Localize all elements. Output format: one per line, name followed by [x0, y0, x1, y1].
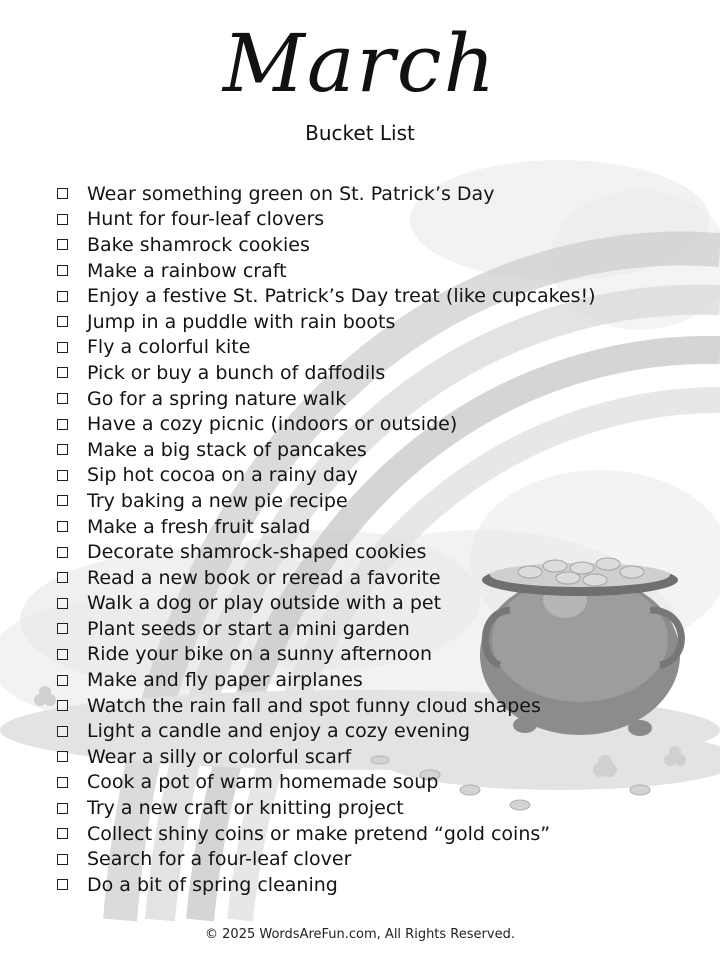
list-item-text: Make and fly paper airplanes [87, 669, 363, 692]
list-item [57, 232, 596, 258]
checkbox[interactable] [57, 700, 68, 711]
list-item [57, 616, 596, 642]
list-item [57, 744, 596, 770]
checkbox[interactable] [57, 777, 68, 788]
list-item [57, 207, 596, 233]
list-item-text: Try a new craft or knitting project [87, 797, 404, 820]
checkbox[interactable] [57, 879, 68, 890]
list-item-text: Light a candle and enjoy a cozy evening [87, 720, 471, 743]
checkbox[interactable] [57, 316, 68, 327]
list-item [57, 309, 596, 335]
list-item-text: Cook a pot of warm homemade soup [87, 771, 439, 794]
checkbox[interactable] [57, 470, 68, 481]
checkbox[interactable] [57, 239, 68, 250]
list-item [57, 539, 596, 565]
list-item [57, 181, 596, 207]
list-item [57, 718, 596, 744]
checkbox[interactable] [57, 598, 68, 609]
checkbox[interactable] [57, 675, 68, 686]
list-item-text: Collect shiny coins or make pretend “gold coins” [87, 822, 551, 845]
list-item-text: Make a rainbow craft [87, 259, 287, 282]
list-item-text: Make a fresh fruit salad [87, 515, 311, 538]
list-item-text: Watch the rain fall and spot funny cloud shapes [87, 694, 541, 717]
list-item-text: Walk a dog or play outside with a pet [87, 592, 442, 615]
list-item-text: Fly a colorful kite [87, 336, 251, 359]
list-item [57, 565, 596, 591]
list-item-text: Decorate shamrock-shaped cookies [87, 541, 427, 564]
list-item [57, 463, 596, 489]
list-item [57, 642, 596, 668]
list-item-text: Wear a silly or colorful scarf [87, 745, 352, 768]
list-item [57, 437, 596, 463]
list-item [57, 360, 596, 386]
list-item [57, 258, 596, 284]
list-item [57, 770, 596, 796]
checkbox[interactable] [57, 854, 68, 865]
checkbox[interactable] [57, 342, 68, 353]
checkbox[interactable] [57, 547, 68, 558]
list-item-text: Go for a spring nature walk [87, 387, 347, 410]
list-item-text: Hunt for four-leaf clovers [87, 208, 325, 231]
list-item-text: Wear something green on St. Patrick’s Day [87, 182, 495, 205]
page-subtitle: Bucket List [305, 121, 415, 145]
list-item-text: Sip hot cocoa on a rainy day [87, 464, 358, 487]
list-item [57, 795, 596, 821]
list-item-text: Ride your bike on a sunny afternoon [87, 643, 433, 666]
checkbox[interactable] [57, 572, 68, 583]
checkbox[interactable] [57, 726, 68, 737]
list-item [57, 514, 596, 540]
list-item [57, 386, 596, 412]
list-item [57, 411, 596, 437]
checkbox[interactable] [57, 265, 68, 276]
checkbox[interactable] [57, 521, 68, 532]
list-item-text: Have a cozy picnic (indoors or outside) [87, 413, 458, 436]
checkbox[interactable] [57, 649, 68, 660]
checkbox[interactable] [57, 495, 68, 506]
list-item [57, 693, 596, 719]
list-item-text: Read a new book or reread a favorite [87, 566, 441, 589]
list-item-text: Bake shamrock cookies [87, 233, 310, 256]
checkbox[interactable] [57, 828, 68, 839]
list-item [57, 846, 596, 872]
list-item [57, 667, 596, 693]
list-item-text: Try baking a new pie recipe [87, 489, 348, 512]
list-item [57, 872, 596, 898]
checkbox[interactable] [57, 291, 68, 302]
bucket-list [57, 181, 596, 898]
checkbox[interactable] [57, 214, 68, 225]
checkbox[interactable] [57, 444, 68, 455]
list-item [57, 821, 596, 847]
copyright-footer: © 2025 WordsAreFun.com, All Rights Reserved. [205, 927, 515, 942]
list-item [57, 591, 596, 617]
list-item [57, 335, 596, 361]
checkbox[interactable] [57, 367, 68, 378]
list-item-text: Search for a four-leaf clover [87, 848, 352, 871]
list-item-text: Enjoy a festive St. Patrick’s Day treat (like cupcakes!) [87, 285, 596, 308]
list-item-text: Do a bit of spring cleaning [87, 873, 338, 896]
list-item-text: Make a big stack of pancakes [87, 438, 367, 461]
checkbox[interactable] [57, 419, 68, 430]
list-item-text: Jump in a puddle with rain boots [87, 310, 396, 333]
page-title: March [222, 17, 498, 110]
list-item [57, 283, 596, 309]
list-item-text: Plant seeds or start a mini garden [87, 617, 410, 640]
checkbox[interactable] [57, 803, 68, 814]
list-item-text: Pick or buy a bunch of daffodils [87, 361, 386, 384]
checkbox[interactable] [57, 188, 68, 199]
checkbox[interactable] [57, 623, 68, 634]
list-item [57, 488, 596, 514]
checkbox[interactable] [57, 393, 68, 404]
checkbox[interactable] [57, 751, 68, 762]
